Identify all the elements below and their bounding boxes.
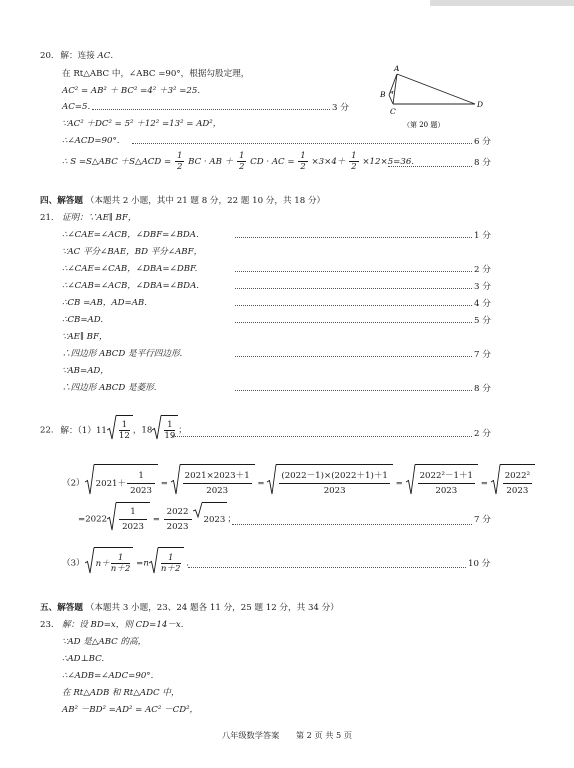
sqrt-expression [85,547,134,579]
q21-line: ∴CB =AB，AD=AB. [62,298,147,308]
footer-subject: 八年级数学答案 [221,730,280,740]
q20-area-lhs: ∴ S =S△ABC ＋S△ACD = [62,157,172,167]
q21-line: ∴∠CAE=∠ACB，∠DBF=∠BDA. [62,230,199,240]
q22-p1-end: ； [178,425,187,436]
fig-caption: （第 20 题） [403,121,445,129]
frac-num: 1 [119,420,130,431]
q20-head-var: AC [97,51,111,61]
half-num: 1 [176,151,183,161]
half-fraction [237,151,246,172]
q20-dots-6 [132,143,472,144]
q22-p1-mid: ，18 [132,425,153,436]
q21-line: ∴四边形 ABCD 是平行四边形. [62,349,183,359]
q22-dots-3 [188,567,466,568]
q23-line: 在 Rt△ADB 和 Rt△ADC 中， [62,688,180,698]
frac-den: n＋2 [160,564,181,574]
section-5-desc: （本题共 3 小题，23、24 题各 11 分，25 题 12 分，共 34 分） [85,603,339,613]
q20-area-p2: CD · AC = [250,157,295,167]
q22-dots-1 [172,436,472,437]
frac-den: n＋2 [110,564,131,574]
q21-leader-dots [235,322,472,323]
q23-number: 23. [40,620,54,630]
half-fraction [298,151,307,172]
q20-line-1 [40,50,113,62]
q23-line: AB² －BD² =AD² = AC² －CD²， [62,705,199,715]
fig-label-a: A [394,64,400,73]
q20-score-6: 6 分 [474,137,491,147]
half-num: 1 [351,151,357,161]
half-den: 2 [351,162,357,172]
frac-den: 19 [164,431,176,441]
half-den: 2 [176,162,183,172]
q20-line-5: ∵AC² ＋DC² = 5² ＋12² =13² = AD²， [62,119,222,129]
equals: = [395,478,403,489]
q22-p2b-end: ； [227,514,236,525]
sqrt-expression [491,464,535,502]
q21-line: 证明：∵AE∥ BF， [62,213,137,223]
q21-leader-dots [235,288,472,289]
sqrt-expression [107,502,150,536]
sqrt-1-over-12 [107,415,133,445]
section-4-desc: （本题共 2 小题，其中 21 题 8 分，22 题 10 分，共 18 分） [85,196,326,206]
frac-den: 2023 [435,486,458,496]
frac-num: 1 [164,420,175,431]
frac-den: 2023 [166,521,189,532]
q21-leader-dots [235,305,472,306]
fig-edge-bc [389,95,393,104]
q21-leader-dots [235,271,472,272]
q21-score: 2 分 [474,265,491,275]
q22-dots-2 [232,524,472,525]
q23-line: ∴∠ADB=∠ADC=90°. [62,671,154,681]
page-footer [0,730,574,741]
q20-line-3: AC² = AB² ＋ BC² =4² ＋3² =25. [62,86,201,96]
q23-line: 解：设 BD=x，则 CD=14－x. [62,620,184,630]
q20-area-p1: BC · AB ＋ [188,157,234,167]
half-den: 2 [300,162,306,172]
q22-number: 22. [40,425,54,436]
q22-p2-r1-a: 2021＋ [95,479,127,489]
equals: = [257,478,265,489]
footer-page-number: 第 2 页 共 5 页 [295,730,353,740]
frac-num: 1 [111,553,131,564]
equals: = [160,478,168,489]
q22-p3-label: （3） [62,558,85,569]
q21-score: 4 分 [474,299,491,309]
q21-leader-dots [235,237,472,238]
q21-score: 7 分 [474,350,491,360]
half-num: 1 [238,151,245,161]
q20-head-end: . [110,51,114,61]
q22-p3-a: n＋ [95,559,110,569]
frac-num: 2021×2023＋1 [183,469,252,484]
q21-line: ∴∠CAB=∠ACB，∠DBA=∠BDA. [62,281,200,291]
frac-den: 2023 [122,522,144,532]
q23-line: ∴AD⊥BC. [62,654,105,664]
half-fraction [349,151,358,172]
q22-p2-label: （2） [62,478,85,489]
q21-line: ∴CB=AD. [62,315,104,325]
frac-den: 2023 [506,486,529,496]
half-den: 2 [238,162,245,172]
section-4-heading [40,195,325,207]
frac-den: 2023 [130,486,152,496]
q22-part-2-line-2 [78,502,236,536]
sqrt-2023-radicand: 2023 [202,502,228,536]
q21-score: 1 分 [474,231,491,241]
sqrt-expression [171,464,255,502]
q20-area-p3: ×3×4＋ [311,157,346,167]
frac-num: 1 [119,505,147,520]
q20-line-2: 在 Rt△ABC 中，∠ABC =90°，根据勾股定理， [62,69,250,79]
q20-score-7: 8 分 [474,158,491,168]
sqrt-1-over-19 [152,415,178,445]
frac-num: 2022 [164,505,192,520]
fig-edge-ad [397,74,475,104]
sqrt-expression [267,464,393,502]
q20-dots-4 [92,109,330,110]
q21-leader-dots [235,390,472,391]
q20-figure [365,62,490,132]
q22-part-2-line-1 [62,464,535,502]
q21-line: ∴∠CAE=∠CAB，∠DBA=∠DBF. [62,264,198,274]
sqrt-expression [85,464,158,502]
fraction [164,505,192,534]
frac-num: 1 [127,469,155,484]
q20-line-7 [62,150,414,174]
fig-label-d: D [477,100,484,109]
half-num: 1 [300,151,306,161]
q20-line-4: AC=5. [62,102,91,112]
frac-num: 1 [161,553,181,564]
q22-p1-pre: 解：（1）11 [60,425,107,436]
q20-dots-7 [388,166,472,167]
sqrt-expression [149,547,184,579]
sqrt-2023 [193,502,228,536]
half-fraction [175,151,184,172]
q22-score-3: 10 分 [468,559,491,569]
q22-part-1 [40,415,187,445]
fig-right-angle-mark [390,92,393,95]
q21-line: ∵AE∥ BF， [62,332,108,342]
q22-score-2: 7 分 [474,515,491,525]
frac-den: 12 [118,431,130,441]
q20-line-6: ∴∠ACD=90°. [62,136,120,146]
sqrt-expression [406,464,478,502]
q21-score: 8 分 [474,384,491,394]
q21-line: ∵AB=AD， [62,366,109,376]
frac-den: 2023 [206,486,229,496]
q22-part-3 [62,547,189,579]
section-5-title: 五、解答题 [40,603,83,613]
q21-score: 5 分 [474,316,491,326]
q23-line: ∵AD 是△ABC 的高， [62,637,147,647]
frac-num: 2022² [503,469,532,484]
q20-score-4: 3 分 [332,103,349,113]
section-4-title: 四、解答题 [40,196,83,206]
q22-p2b-pre: =2022 [78,514,108,525]
q21-leader-dots [235,356,472,357]
page-corner-shadow [430,0,574,6]
equals: = [480,478,488,489]
q21-score: 3 分 [474,282,491,292]
section-5-heading [40,602,339,614]
q20-head: 解：连接 [60,51,95,61]
fig-label-b: B [380,90,386,99]
q21-line: ∴四边形 ABCD 是菱形. [62,383,157,393]
q21-number: 21. [40,213,54,223]
q22-p3-end: . [186,558,189,569]
equals: = [152,514,160,525]
q22-score-1: 2 分 [474,429,491,439]
q20-number: 20. [40,51,54,61]
frac-num: 2022²－1＋1 [418,469,475,484]
frac-num: (2022－1)×(2022＋1)＋1 [279,469,390,484]
q21-line: ∵AC 平分∠BAE，BD 平分∠ABF， [62,247,203,257]
q20-area-p4: ×12×5=36. [362,157,415,167]
q22-p3-eq: =n [136,558,149,569]
fig-label-c: C [390,107,396,116]
frac-den: 2023 [323,486,346,496]
